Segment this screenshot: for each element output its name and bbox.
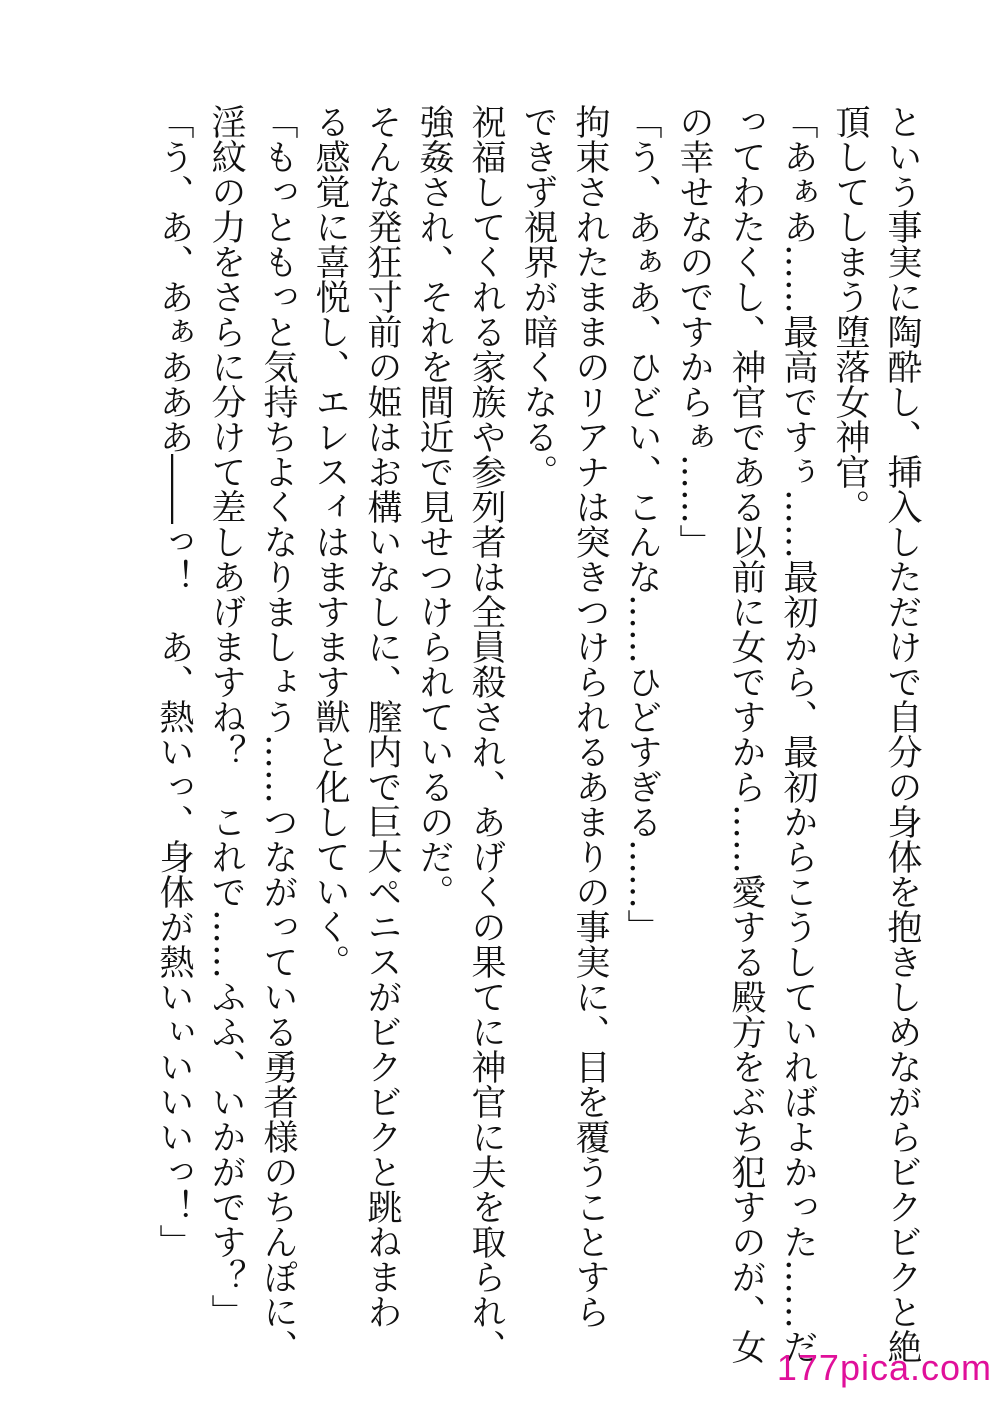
- text-line: 強姦され、それを間近で見せつけられているのだ。: [414, 104, 454, 909]
- watermark-text: 177pica.com: [776, 1347, 992, 1388]
- text-line: 淫紋の力をさらに分けて差しあげますね？ これで……ふふ、いかがです？」: [206, 104, 246, 1329]
- text-line: できず視界が暗くなる。: [518, 104, 558, 489]
- text-line: 頂してしまう堕落女神官。: [830, 104, 870, 524]
- text-line: 拘束されたままのリアナは突きつけられるあまりの事実に、目を覆うことすら: [570, 104, 610, 1329]
- vertical-text-column: [48, 104, 928, 1364]
- text-line: の幸せなのですからぁ……」: [674, 104, 714, 559]
- text-line: 「う、あ、あぁあああ――っ！ あ、熱いっ、身体が熱いぃいいいっ！」: [154, 104, 194, 1259]
- text-line: 「もっともっと気持ちよくなりましょう……つながっている勇者様のちんぽに、: [258, 104, 298, 1364]
- text-line: そんな発狂寸前の姫はお構いなしに、膣内で巨大ペニスがビクビクと跳ねまわ: [362, 104, 402, 1329]
- text-line: ってわたくし、神官である以前に女ですから……愛する殿方をぶち犯すのが、女: [726, 104, 766, 1364]
- text-line: 祝福してくれる家族や参列者は全員殺され、あげくの果てに神官に夫を取られ、: [466, 104, 506, 1364]
- text-line: る感覚に喜悦し、エレスィはますます獣と化していく。: [310, 104, 350, 979]
- text-line: という事実に陶酔し、挿入しただけで自分の身体を抱きしめながらビクビクと絶: [882, 104, 922, 1364]
- text-line: 「う、あぁあ、ひどい、こんな……ひどすぎる……」: [622, 104, 662, 944]
- text-line: 「あぁあ……最高ですぅ……最初から、最初からこうしていればよかった……だ: [778, 104, 818, 1364]
